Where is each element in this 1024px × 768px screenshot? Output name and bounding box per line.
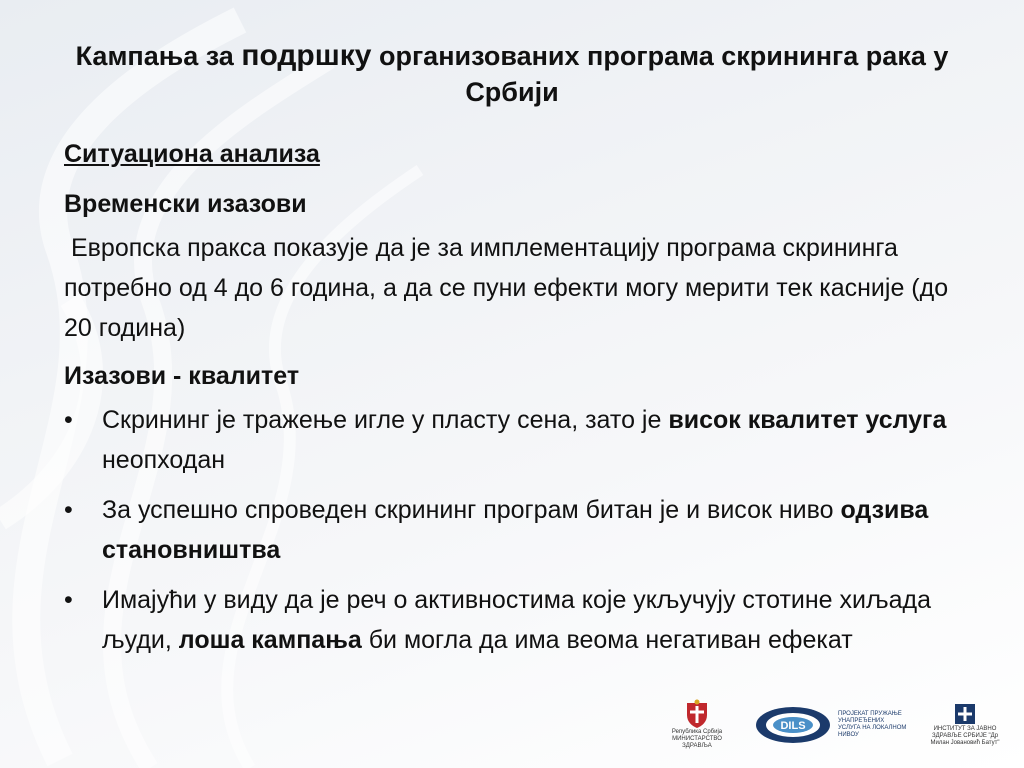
bullet-symbol: • [64, 406, 73, 434]
institute-emblem-icon [953, 702, 977, 726]
footer-logos [662, 699, 1000, 750]
svg-text:DILS: DILS [780, 719, 806, 732]
ministry-caption: Република Србија МИНИСТАРСТВО ЗДРАВЉА [671, 729, 723, 749]
ministry-of-health-logo [662, 699, 732, 750]
dils-logo-icon [754, 705, 832, 745]
bullet-item: • Скрининг је тражење игле у пласту сена, зато је висок квалитет услуга неопходан [64, 400, 964, 480]
quality-bullet-list [64, 400, 964, 660]
dils-project-logo [754, 705, 908, 745]
public-health-institute-logo [930, 702, 1000, 747]
temporal-challenges-text: Европска пракса показује да је за имплементацију програма скрининга потребно од 4 до 6 година, а да се пуни ефекти могу мерити тек касније (до 20 година) [64, 234, 949, 342]
serbia-crest-icon [684, 699, 710, 729]
bullet-symbol: • [64, 496, 73, 524]
section-heading: Ситуациона анализа [64, 140, 320, 168]
slide-title: Кампања за подршку организованих програма скрининга рака у Србији [75, 39, 949, 107]
temporal-challenges-heading: Временски изазови [64, 190, 307, 218]
slide-content [64, 134, 964, 670]
bullet-symbol: • [64, 586, 73, 614]
institute-caption: ИНСТИТУТ ЗА ЈАВНО ЗДРАВЉЕ СРБИЈЕ "Др Милан Јовановић Батут" [930, 726, 1000, 746]
dils-caption: ПРОЈЕКАТ ПРУЖАЊЕ УНАПРЕЂЕНИХ УСЛУГА НА ЛОКАЛНОМ НИВОУ [838, 710, 907, 738]
bullet-item: • Имајући у виду да је реч о активностима које укључују стотине хиљада људи, лоша кампања би могла да има веома негативан ефекат [64, 580, 964, 660]
quality-challenges-heading: Изазови - квалитет [64, 362, 300, 390]
bullet-item: • За успешно спроведен скрининг програм битан је и висок ниво одзива становништва [64, 490, 964, 570]
